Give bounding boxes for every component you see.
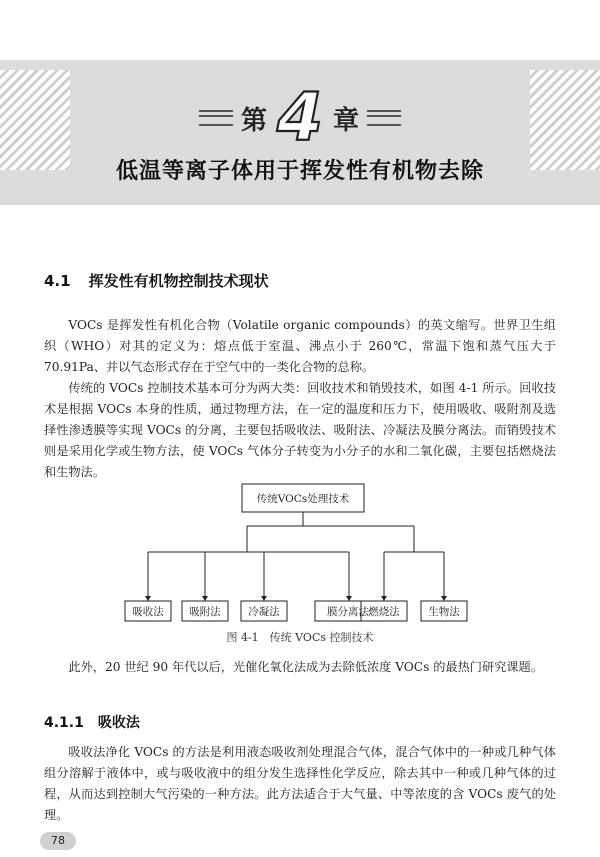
decorative-lines-left [199, 110, 233, 126]
diagram-leaf-6: 生物法 [428, 606, 460, 618]
diagram-root-label: 传统VOCs处理技术 [256, 493, 350, 505]
page-number: 78 [40, 832, 76, 850]
chapter-prefix: 第 [241, 105, 268, 136]
chapter-number: 4 [277, 79, 323, 156]
diagram-leaf-2: 吸附法 [189, 606, 221, 618]
paragraph-3: 此外，20 世纪 90 年代以后，光催化氧化法成为去除低浓度 VOCs 的最热门研究课题。 [68, 660, 543, 674]
chapter-suffix: 章 [332, 105, 359, 136]
diagram-arrowheads [145, 596, 447, 601]
diagram-connectors [148, 512, 444, 596]
diagram-leaf-3: 冷凝法 [248, 606, 280, 618]
diagram-leaf-4: 膜分离法 [327, 606, 369, 618]
diagram-leaf-1: 吸收法 [132, 606, 164, 618]
subsection-heading [44, 712, 140, 732]
section-heading [44, 270, 269, 291]
chapter-heading [0, 79, 600, 156]
section-title: 挥发性有机物控制技术现状 [88, 272, 269, 290]
chapter-title: 低温等离子体用于挥发性有机物去除 [115, 159, 484, 184]
figure-caption: 图 4-1 传统 VOCs 控制技术 [226, 631, 374, 644]
subsection-title: 吸收法 [97, 715, 140, 731]
voc-technology-diagram [118, 482, 488, 622]
decorative-lines-right [367, 110, 401, 126]
paragraph-2: 传统的 VOCs 控制技术基本可分为两大类：回收技术和销毁技术，如图 4-1 所示。回收技术是根据 VOCs 本身的性质，通过物理方法，在一定的温度和压力下，使用吸收、吸附剂及选择性渗透膜等实现 VOCs 的分离，主要包括吸收法、吸附法、冷凝法及膜分离法。而销毁技术则是采用化学或生物方法，使 VOCs 气体分子转变为小分子的水和二氧化碳，主要包括燃烧法和生物法。 [44, 381, 556, 479]
diagram-leaf-5: 燃烧法 [368, 606, 400, 618]
diagram-leaf-boxes [125, 601, 467, 621]
subsection-number: 4.1.1 [44, 715, 84, 731]
section-number: 4.1 [44, 272, 71, 290]
paragraph-1: VOCs 是挥发性有机化合物（Volatile organic compounds）的英文缩写。世界卫生组织（WHO）对其的定义为：熔点低于室温、沸点小于 260℃，常温下饱和蒸气压大于 70.91Pa、并以气态形式存在于空气中的一类化合物的总称。 [44, 318, 556, 374]
paragraph-4: 吸收法净化 VOCs 的方法是利用液态吸收剂处理混合气体，混合气体中的一种或几种气体组分溶解于液体中，或与吸收液中的组分发生选择性化学反应，除去其中一种或几种气体的过程，从而达到控制大气污染的一种方法。此方法适合于大气量、中等浓度的含 VOCs 废气的处理。 [44, 745, 556, 822]
